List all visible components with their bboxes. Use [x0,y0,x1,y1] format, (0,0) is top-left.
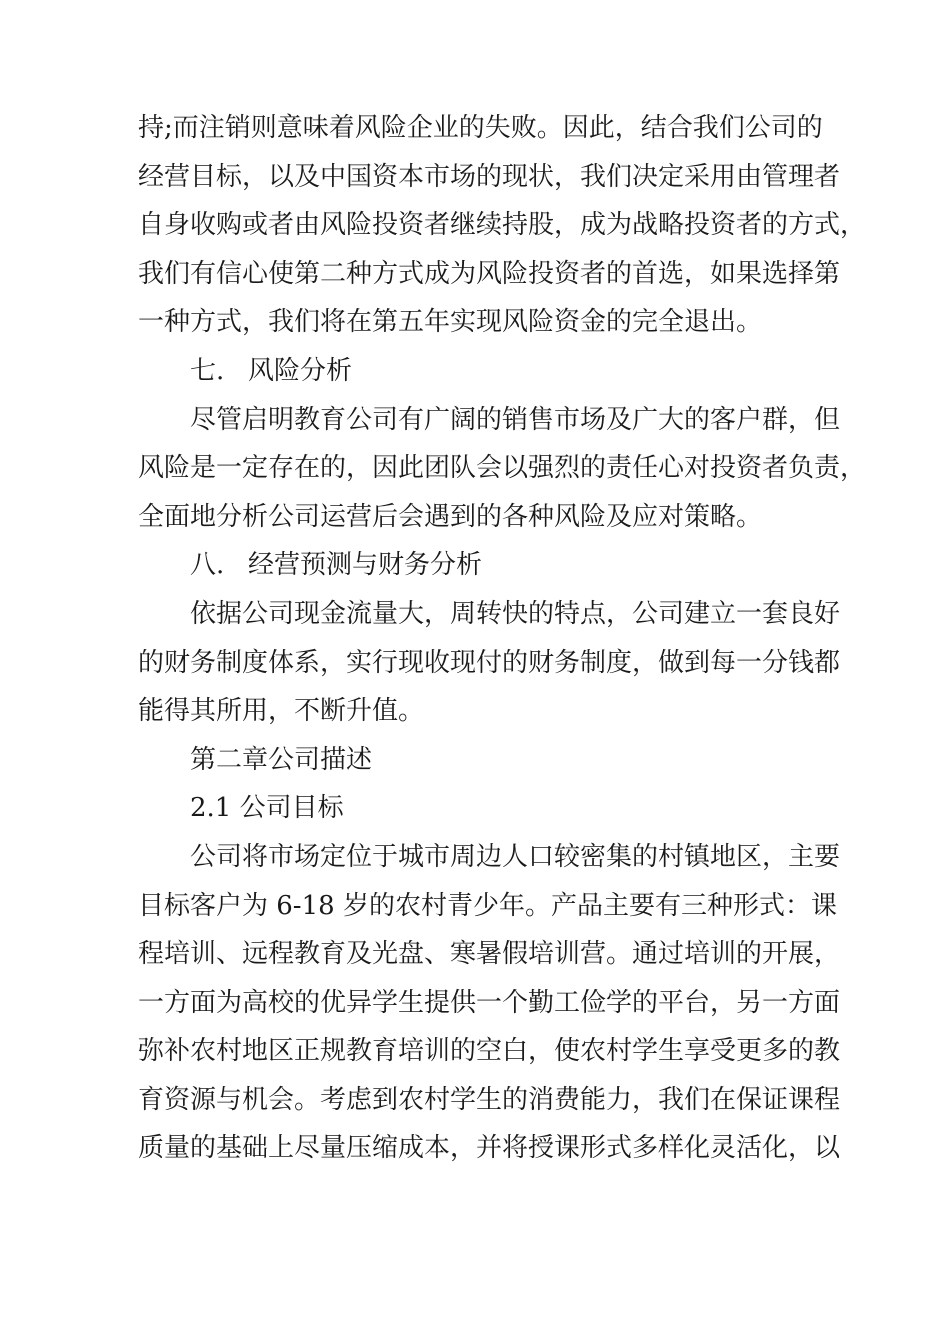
section-number: 八. [190,550,225,581]
paragraph-line: 一种方式，我们将在第五年实现风险资金的完全退出。 [138,307,763,338]
paragraph-line: 自身收购或者由风险投资者继续持股，成为战略投资者的方式， [138,210,867,241]
paragraph-line: 弥补农村地区正规教育培训的空白，使农村学生享受更多的教 [138,1036,841,1067]
paragraph-line: 一方面为高校的优异学生提供一个勤工俭学的平台，另一方面 [138,987,841,1018]
paragraph-line: 公司将市场定位于城市周边人口较密集的村镇地区，主要 [190,841,841,872]
paragraph-line: 经营目标，以及中国资本市场的现状，我们决定采用由管理者 [138,161,841,192]
paragraph-line: 我们有信心使第二种方式成为风险投资者的首选，如果选择第 [138,258,841,289]
section-heading-7 [138,347,838,396]
paragraph-line: 质量的基础上尽量压缩成本，并将授课形式多样化灵活化，以 [138,1133,841,1164]
paragraph-line: 全面地分析公司运营后会遇到的各种风险及应对策略。 [138,501,763,532]
paragraph-line: 目标客户为 6-18 岁的农村青少年。产品主要有三种形式：课 [138,890,837,921]
section-heading-8 [138,541,838,590]
paragraph-line: 依据公司现金流量大，周转快的特点，公司建立一套良好 [190,598,841,629]
paragraph-line: 尽管启明教育公司有广阔的销售市场及广大的客户群，但 [190,404,841,435]
chapter-title: 第二章公司描述 [190,744,373,775]
paragraph-line: 的财务制度体系，实行现收现付的财务制度，做到每一分钱都 [138,647,841,678]
section-number: 七. [190,355,225,386]
paragraph-line: 风险是一定存在的，因此团队会以强烈的责任心对投资者负责， [138,453,867,484]
paragraph-line: 程培训、远程教育及光盘、寒暑假培训营。通过培训的开展， [138,939,841,970]
section-title: 经营预测与财务分析 [248,550,483,581]
paragraph-line: 能得其所用，不断升值。 [138,696,425,727]
paragraph-line: 育资源与机会。考虑到农村学生的消费能力，我们在保证课程 [138,1084,841,1115]
paragraph-line: 持;而注销则意味着风险企业的失败。因此，结合我们公司的 [138,113,823,143]
document-body [138,104,867,1173]
section-title-2-1: 2.1 公司目标 [190,793,344,824]
section-title: 风险分析 [248,355,353,386]
